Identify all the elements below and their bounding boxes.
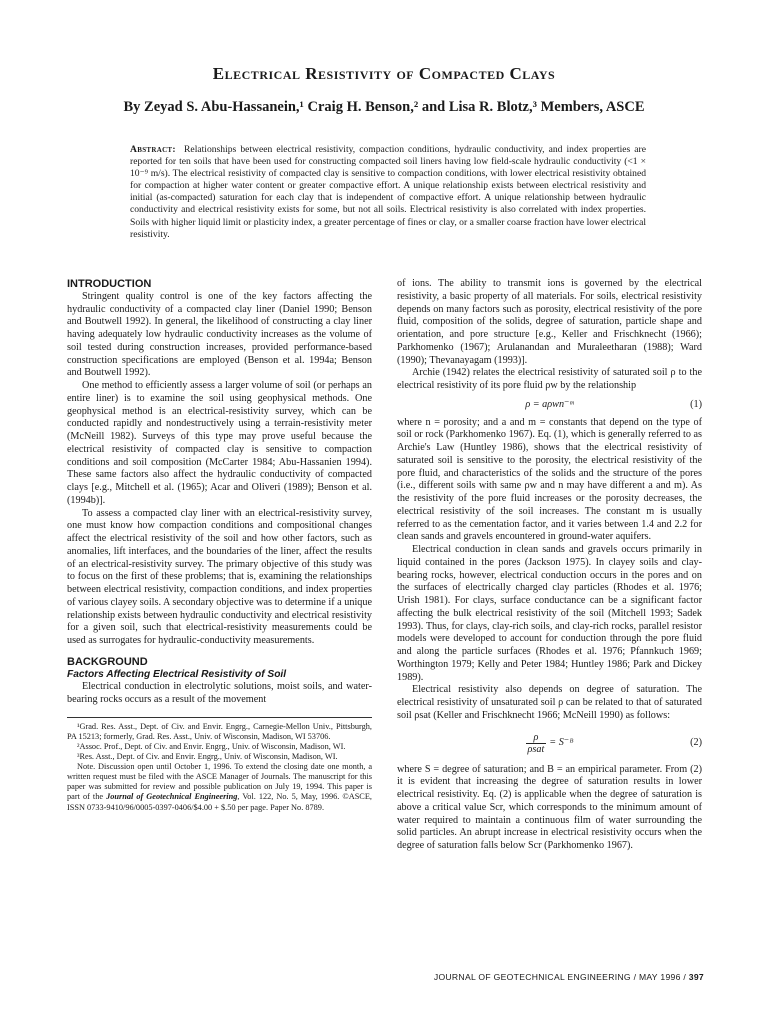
footnotes bbox=[67, 717, 372, 813]
intro-paragraph: Stringent quality control is one of the key factors affecting the hydraulic conductivity of a compacted clay liner (Daniel 1990; Benson and Boutwell 1992). In general, the likelihood of constructing a clay liner having adequately low hydraulic conductivity increases as the volume of soil tested during construction increases, provided performance-based construction specifications are employed (Benson et al. 1994a; Benson and Boutwell 1992). bbox=[67, 290, 372, 379]
author-line: By Zeyad S. Abu-Hassanein,¹ Craig H. Benson,² and Lisa R. Blotz,³ Members, ASCE bbox=[123, 99, 645, 115]
footer-journal: JOURNAL OF GEOTECHNICAL ENGINEERING / MAY 1996 / bbox=[433, 972, 689, 982]
equation-2-number: (2) bbox=[690, 737, 702, 749]
body-paragraph: Archie (1942) relates the electrical resistivity of saturated soil ρ to the electrical resistivity of its pore fluid ρw by the relationship bbox=[397, 367, 702, 391]
body-paragraph: Electrical resistivity also depends on degree of saturation. The electrical resistivity of unsaturated soil ρ can be related to that of saturated soil ρsat (Keller and Frischknecht 1966; McNeill 1990) as follows: bbox=[397, 684, 702, 721]
intro-paragraph: One method to efficiently assess a larger volume of soil (or perhaps an entire liner) is to examine the soil using geophysical methods. One geophysical method is an electrical-resistivity survey, which can be conducted rapidly and nondestructively using a terrain-resistivity meter (McNeill 1982). Surveys of this type may prove useful because the electrical resistivity of compacted clay is sensitive to compaction conditions and soil composition (McCarter 1984; Abu-Hassanien 1994). These same factors also affect the hydraulic conductivity of compacted clays [e.g., Mitchell et al. (1965); Acar and Oliveri (1989); Benson et al. (1994b)]. bbox=[67, 380, 372, 506]
note-tail: , Vol. 122, No. 5, May, 1996. ©ASCE, ISSN 0733-9410/96/0005-0397-0406/$4.00 + $.50 per page. Paper No. 8789. bbox=[67, 792, 372, 812]
left-column bbox=[67, 278, 372, 813]
publication-note bbox=[67, 762, 372, 812]
body-paragraph: of ions. The ability to transmit ions is governed by the electrical resistivity, a basic property of all materials. For soils, electrical resistivity depends on many factors such as porosity, electrical resistivity of the pore fluid, composition of the solids, degree of saturation, particle shape and orientation, and pore structure [e.g., Keller and Frischknecht (1966); Parkhomenko (1967); Arulanandan and Muraleetharan (1988); Ward (1990); Thevanayagam (1993)]. bbox=[397, 278, 702, 366]
footnote: ¹Grad. Res. Asst., Dept. of Civ. and Envir. Engrg., Carnegie-Mellon Univ., Pittsburgh, PA 15213; formerly, Grad. Res. Asst., Univ. of Wisconsin, Madison, WI 53706. bbox=[67, 721, 372, 741]
equation-2-rhs: = S⁻ᴮ bbox=[549, 737, 574, 749]
footnote: ²Assoc. Prof., Dept. of Civ. and Envir. Engrg., Univ. of Wisconsin, Madison, WI. bbox=[77, 741, 346, 751]
equation-1-number: (1) bbox=[690, 398, 702, 410]
page-footer bbox=[397, 972, 704, 982]
body-paragraph: where n = porosity; and a and m = constants that depend on the type of soil or rock (Parkhomenko 1967). Eq. (1), which is generally referred to as Archie's Law (Huntley 1986), shows that the electrical resistivity of saturated soil is sensitive to the porosity, the electrical resistivity of the pore fluid, and characteristics of the solids and the structure of the pores (i.e., different soils with same ρw and n may have different a and m). As the resistivity of the pore fluid increases or the porosity decreases, the electrical resistivity of the soil increases. The constant m is usually referred to as the cementation factor, and it varies between 1.4 and 2.2 for clean sands and gravels encountered in ground-water aquifers. bbox=[397, 416, 702, 543]
background-paragraph: Electrical conduction in electrolytic solutions, moist soils, and water-bearing rocks occurs as a result of the movement bbox=[67, 681, 372, 705]
intro-paragraph: To assess a compacted clay liner with an electrical-resistivity survey, one must know how compaction conditions and compositional changes affect the electrical resistivity of the soil and how other factors, such as anomalies, lift interfaces, and the boundaries of the liner, affect the results of an electrical-resistivity survey. The primary objective of this study was to focus on the first of these problems; that is, examining the relationships between electrical resistivity, compaction conditions, and index properties of various clayey soils. A secondary objective was to determine if a unique relationship exists between hydraulic conductivity and electrical resistivity for a given soil, such that electrical-resistivity measurements could be used as surrogates for hydraulic-conductivity measurements. bbox=[67, 507, 372, 646]
equation-2-numerator: ρ bbox=[533, 732, 539, 743]
introduction-heading: INTRODUCTION bbox=[67, 278, 152, 290]
equation-2-denominator: ρsat bbox=[527, 744, 545, 755]
paper-title: Electrical Resistivity of Compacted Clays bbox=[212, 64, 556, 83]
note-text: Note. Discussion open until October 1, 1996. To extend the closing date one month, a written request must be filed with the ASCE Manager of Journals. The manuscript for this paper was submitted for review and possible publication on July 19, 1994. This paper is part of the bbox=[67, 762, 372, 802]
right-column bbox=[397, 278, 702, 853]
abstract bbox=[130, 144, 646, 241]
factors-subheading: Factors Affecting Electrical Resistivity of Soil bbox=[67, 668, 287, 680]
background-heading: BACKGROUND bbox=[67, 655, 148, 668]
equation-2 bbox=[397, 729, 702, 759]
abstract-text: Relationships between electrical resistivity, compaction conditions, hydraulic conductivity, and index properties are reported for ten soils that have been used for constructing compacted soil liners having low field-scale hydraulic conductivity (<1 × 10⁻⁹ m/s). The electrical resistivity of compacted clay is sensitive to compaction conditions, with lower electrical resistivity obtained for compaction at higher water content or greater compactive effort. A unique relationship exists between electrical resistivity and initial (as-compacted) saturation for each clay that is independent of compactive effort. A unique relationship between hydraulic conductivity and electrical resistivity exists for some, but not all soils. Electrical resistivity is also correlated with index properties. Soils with higher liquid limit or plasticity index, a greater percentage of fines or clay, or a smaller coarse fraction have lower electrical resistivity. bbox=[130, 144, 647, 240]
abstract-label: Abstract: bbox=[130, 144, 176, 155]
footnote: ³Res. Asst., Dept. of Civ. and Envir. Engrg., Univ. of Wisconsin, Madison, WI. bbox=[77, 752, 338, 762]
body-paragraph: Electrical conduction in clean sands and gravels occurs primarily in liquid contained in the pores (Jackson 1975). In clayey soils and clay-bearing rocks, however, electrical conduction occurs in the pores and on the surfaces of electrically charged clay particles (Rhodes et al. 1976; Urish 1981). For clays, surface conductance can be a significant factor affecting the bulk electrical resistivity of the soil (Mitchell 1993; Sadek 1993). Thus, for clays, clay-rich soils, and clay-rich rocks, parallel resistor models were developed to account for conduction through the pore fluid and along the particle surfaces (Rhodes et al. 1976; Pfannkuch 1969; Worthington 1979; Kelly and Peter 1984; Huntley 1986; Park and Dickey 1989). bbox=[397, 544, 702, 683]
body-paragraph: where S = degree of saturation; and B = an empirical parameter. From (2) it is evident that increasing the degree of saturation results in lower electrical resistivity. Eq. (2) is applicable when the degree of saturation is above a critical value Scr, which corresponds to the minimum amount of water required to maintain a continuous film of water surrounding the solid particles. An abrupt increase in electrical resistivity occurs when the degree of saturation falls below Scr (Parkhomenko 1967). bbox=[397, 763, 702, 851]
equation-2-fraction bbox=[526, 732, 547, 755]
journal-name: Journal of Geotechnical Engineering bbox=[106, 792, 238, 802]
equation-1 bbox=[397, 399, 702, 412]
equation-1-expression: ρ = aρwn⁻ᵐ bbox=[525, 398, 574, 410]
page-number: 397 bbox=[688, 972, 704, 982]
